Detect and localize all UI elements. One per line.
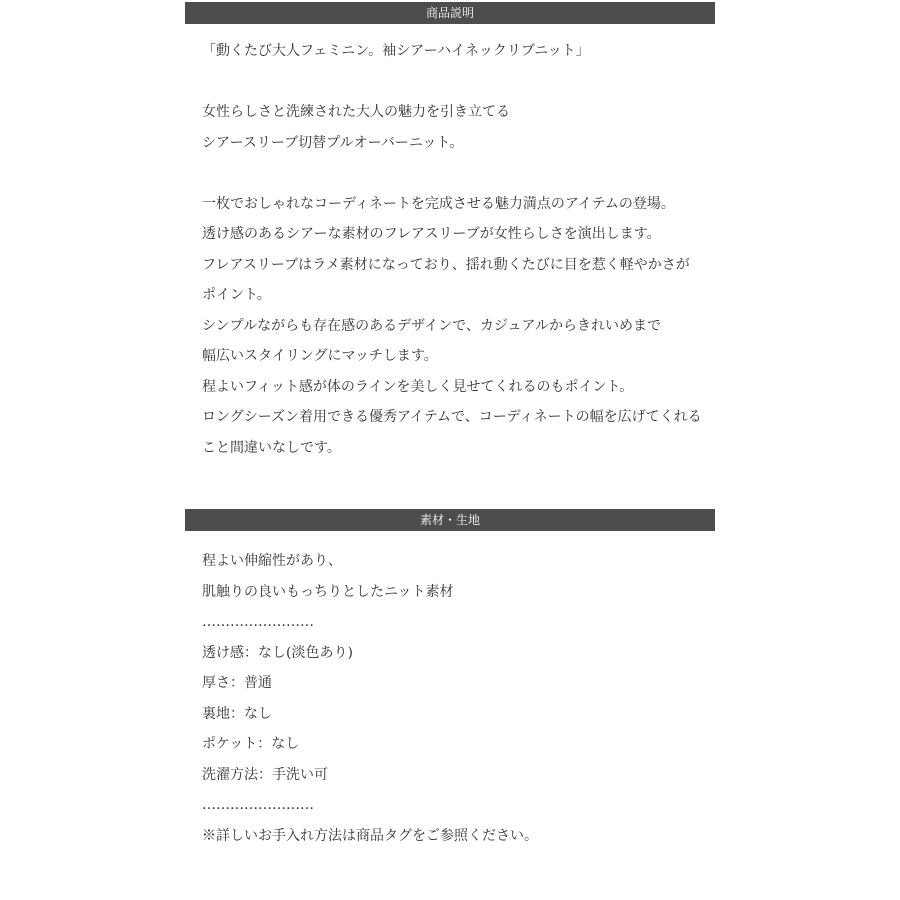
description-line: 透け感のあるシアーな素材のフレアスリーブが女性らしさを演出します。 — [202, 226, 661, 242]
description-line: 一枚でおしゃれなコーディネートを完成させる魅力満点のアイテムの登場。 — [202, 195, 675, 212]
material-spec-thickness: 厚さ：普通 — [202, 675, 272, 691]
material-text-block — [202, 546, 702, 851]
material-spec-washing: 洗濯方法：手洗い可 — [202, 766, 328, 783]
description-line: フレアスリーブはラメ素材になっており、揺れ動くたびに目を惹く軽やかさが — [202, 256, 690, 273]
description-section-header: 商品説明 — [185, 2, 715, 24]
description-line: シンプルながらも存在感のあるデザインで、カジュアルからきれいめまで — [202, 317, 661, 334]
material-divider: …………………… — [202, 797, 314, 813]
description-line: シアースリーブ切替プルオーバーニット。 — [202, 134, 464, 151]
material-spec-lining: 裏地：なし — [202, 705, 272, 722]
description-line: 程よいフィット感が体のラインを美しく見せてくれるのもポイント。 — [202, 378, 634, 395]
description-text-block — [202, 36, 702, 463]
description-blank-line — [202, 158, 702, 189]
material-line: 肌触りの良いもっちりとしたニット素材 — [202, 583, 454, 600]
material-spec-pocket: ポケット：なし — [202, 736, 300, 752]
material-section-header: 素材・生地 — [185, 509, 715, 531]
description-line: ロングシーズン着用できる優秀アイテムで、コーディネートの幅を広げてくれる — [202, 409, 702, 425]
material-care-note: ※詳しいお手入れ方法は商品タグをご参照ください。 — [202, 827, 538, 844]
description-line: こと間違いなしです。 — [202, 439, 341, 456]
material-divider: …………………… — [202, 614, 314, 630]
description-line: 女性らしさと洗練された大人の魅力を引き立てる — [202, 104, 510, 120]
description-line: 幅広いスタイリングにマッチします。 — [202, 348, 438, 364]
material-line: 程よい伸縮性があり、 — [202, 553, 342, 569]
description-blank-line — [202, 67, 702, 98]
material-spec-transparency: 透け感：なし(淡色あり) — [202, 644, 353, 661]
description-line: 「動くたび大人フェミニン。袖シアーハイネックリブニット」 — [202, 43, 590, 59]
description-line: ポイント。 — [202, 287, 271, 303]
